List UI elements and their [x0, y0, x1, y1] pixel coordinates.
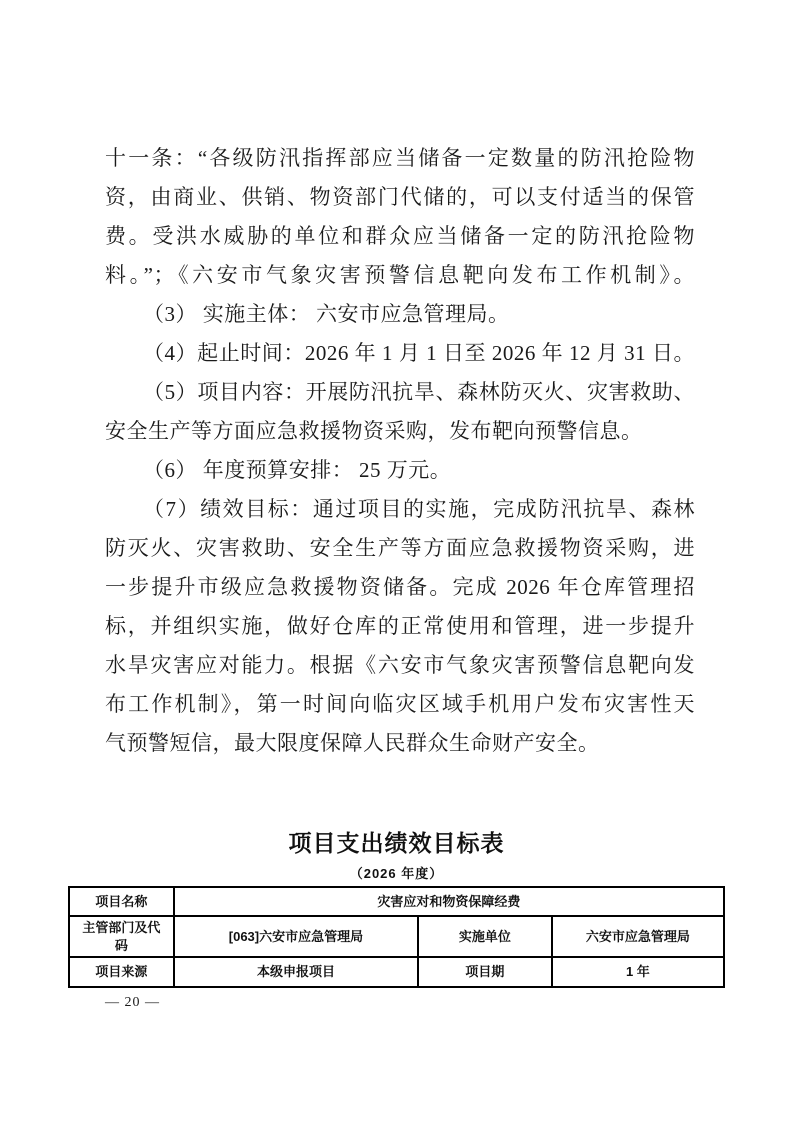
- body-line: （7）绩效目标：通过项目的实施，完成防汛抗旱、森林: [143, 497, 695, 521]
- cell-impl-unit-label: 实施单位: [418, 916, 552, 957]
- table-row: [69, 916, 724, 957]
- cell-impl-unit-value: 六安市应急管理局: [552, 916, 724, 957]
- cell-dept-and-code-value: [063]六安市应急管理局: [174, 916, 418, 957]
- table-subtitle: （2026 年度）: [349, 866, 444, 881]
- table-row: [69, 957, 724, 987]
- cell-project-name-label: 项目名称: [69, 887, 174, 916]
- cell-dept-and-code-label: 主管部门及代码: [69, 916, 174, 957]
- cell-project-name-value: 灾害应对和物资保障经费: [174, 887, 724, 916]
- body-line: （6） 年度预算安排： 25 万元。: [143, 458, 452, 482]
- body-line: 料。”；《六安市气象灾害预警信息靶向发布工作机制》。: [105, 263, 695, 287]
- table-title: 项目支出绩效目标表: [288, 830, 505, 856]
- body-line: 防灭火、灾害救助、安全生产等方面应急救援物资采购，进: [105, 536, 695, 560]
- body-line: （4）起止时间：2026 年 1 月 1 日至 2026 年 12 月 31 日。: [143, 341, 695, 365]
- body-line: 水旱灾害应对能力。根据《六安市气象灾害预警信息靶向发: [105, 653, 695, 677]
- cell-project-period-label: 项目期: [418, 957, 552, 987]
- body-line: 十一条：“各级防汛指挥部应当储备一定数量的防汛抢险物: [105, 146, 695, 170]
- body-line: 布工作机制》，第一时间向临灾区域手机用户发布灾害性天: [105, 692, 695, 716]
- body-line: 资，由商业、供销、物资部门代储的，可以支付适当的保管: [105, 185, 695, 209]
- body-line: 标，并组织实施，做好仓库的正常使用和管理，进一步提升: [105, 614, 695, 638]
- body-line: 安全生产等方面应急救援物资采购，发布靶向预警信息。: [105, 419, 643, 443]
- body-text: [105, 139, 695, 763]
- body-line: （3） 实施主体： 六安市应急管理局。: [143, 302, 510, 326]
- performance-target-table: [68, 886, 725, 988]
- cell-project-source-value: 本级申报项目: [174, 957, 418, 987]
- body-line: 一步提升市级应急救援物资储备。完成 2026 年仓库管理招: [105, 575, 695, 599]
- body-line: 费。受洪水威胁的单位和群众应当储备一定的防汛抢险物: [105, 224, 695, 248]
- performance-target-table-body: [69, 887, 724, 987]
- page-number: — 20 —: [105, 995, 160, 1010]
- cell-project-period-value: 1 年: [552, 957, 724, 987]
- body-line: 气预警短信，最大限度保障人民群众生命财产安全。: [105, 731, 600, 755]
- table-row: [69, 887, 724, 916]
- cell-project-source-label: 项目来源: [69, 957, 174, 987]
- body-line: （5）项目内容：开展防汛抗旱、森林防灭火、灾害救助、: [143, 380, 695, 404]
